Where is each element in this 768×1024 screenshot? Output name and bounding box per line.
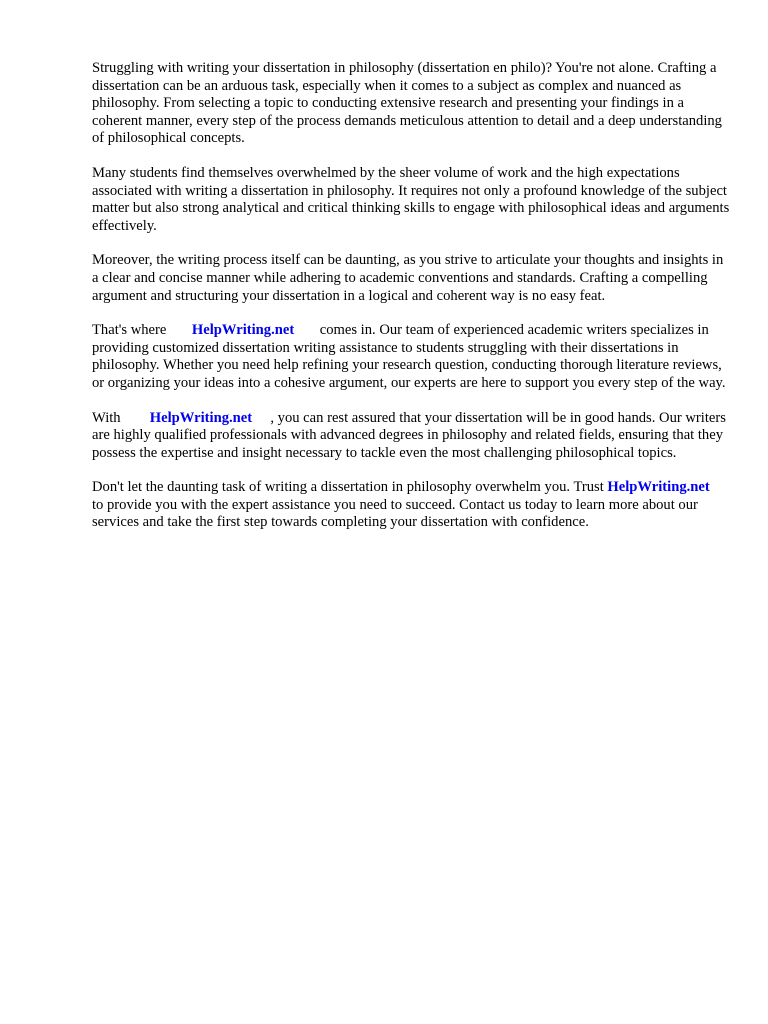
paragraph-text-after: to provide you with the expert assistance you need to succeed. Contact us today to learn more about our services and take the first step towards completing your dissertation with confidence.	[92, 496, 698, 531]
document-page	[92, 60, 732, 549]
paragraph-text-before: With	[92, 409, 121, 426]
helpwriting-link[interactable]: HelpWriting.net	[191, 322, 295, 339]
paragraph-writing-process	[92, 252, 732, 305]
paragraph-dont-let	[92, 479, 732, 532]
paragraph-text-before: That's where	[92, 322, 167, 339]
paragraph-text-after: comes in. Our team of experienced academic writers specializes in providing customized dissertation writing assistance to students struggling with their dissertations in philosophy. Whether you need help refining your research question, conducting thorough literature reviews, or organizing your ideas into a cohesive argument, our experts are here to support you every step of the way.	[92, 322, 726, 391]
paragraph-text: Moreover, the writing process itself can be daunting, as you strive to articulate your thoughts and insights in a clear and concise manner while adhering to academic conventions and standards. Crafting a compelling argument and structuring your dissertation in a logical and coherent way is no easy feat.	[92, 252, 724, 304]
paragraph-overwhelmed	[92, 165, 732, 235]
paragraph-text: Many students find themselves overwhelmed by the sheer volume of work and the high expectations associated with writing a dissertation in philosophy. It requires not only a profound knowledge of the subject matter but also strong analytical and critical thinking skills to engage with philosophical ideas and arguments effectively.	[92, 164, 730, 234]
paragraph-text-after: , you can rest assured that your dissertation will be in good hands. Our writers are highly qualified professionals with advanced degrees in philosophy and related fields, ensuring that they possess the expertise and insight necessary to tackle even the most challenging philosophical topics.	[92, 409, 726, 461]
helpwriting-link[interactable]: HelpWriting.net	[149, 409, 253, 426]
paragraph-text-before: Don't let the daunting task of writing a dissertation in philosophy overwhelm you. Trust	[92, 479, 604, 496]
paragraph-with	[92, 410, 732, 463]
helpwriting-link[interactable]: HelpWriting.net	[607, 479, 710, 496]
paragraph-intro	[92, 60, 732, 148]
paragraph-text: Struggling with writing your dissertation in philosophy (dissertation en philo)? You're not alone. Crafting a dissertation can be an arduous task, especially when it comes to a subject as complex and nuanced as philosophy. From selecting a topic to conducting extensive research and presenting your findings in a coherent manner, every step of the process demands meticulous attention to detail and a deep understanding of philosophical concepts.	[92, 60, 722, 147]
paragraph-thats-where	[92, 322, 732, 392]
